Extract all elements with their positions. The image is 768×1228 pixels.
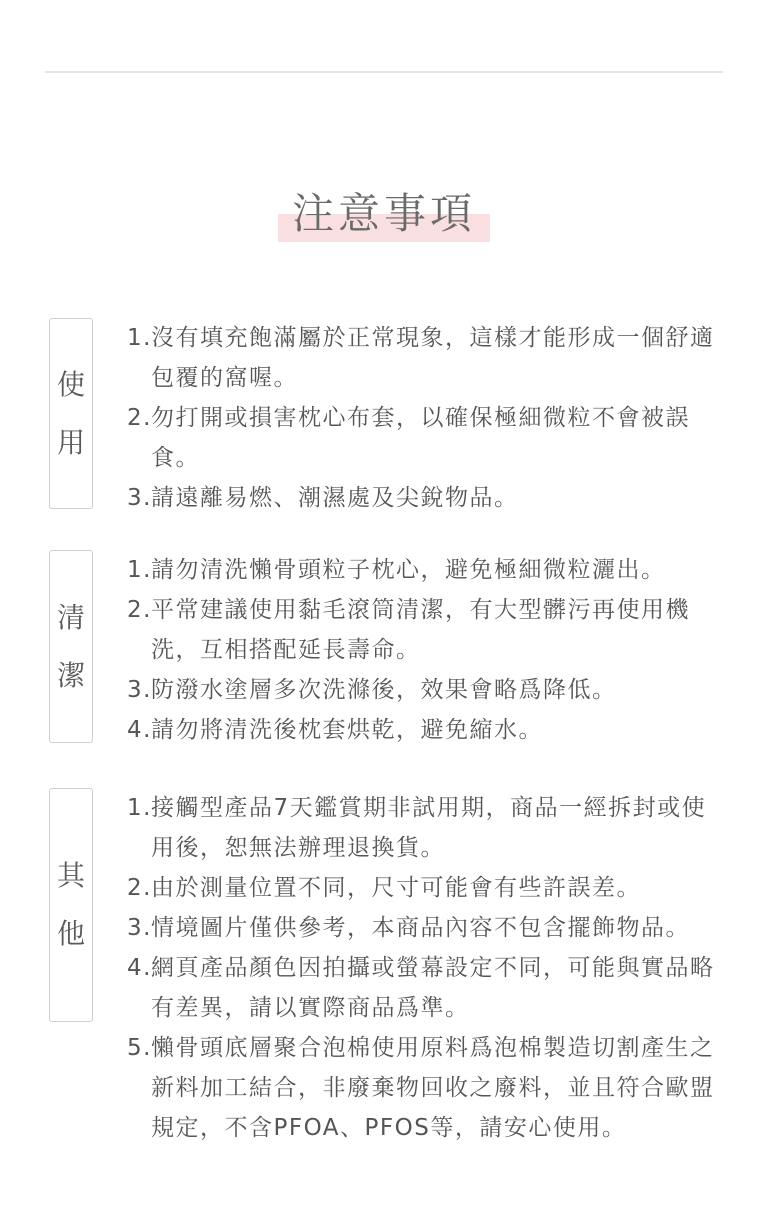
usage-list bbox=[127, 318, 727, 518]
title-wrap bbox=[0, 186, 768, 242]
item-number: 1. bbox=[127, 557, 152, 583]
list-item bbox=[127, 318, 727, 398]
top-divider bbox=[45, 71, 723, 73]
item-text: 網頁產品顏色因拍攝或螢幕設定不同，可能與實品略有差異，請以實際商品爲準。 bbox=[151, 955, 715, 1021]
item-text: 接觸型產品7天鑑賞期非試用期，商品一經拆封或使用後，恕無法辦理退換貨。 bbox=[151, 795, 707, 861]
item-text: 勿打開或損害枕心布套，以確保極細微粒不會被誤食。 bbox=[151, 405, 690, 471]
section-tag-others bbox=[49, 788, 93, 1022]
item-text: 情境圖片僅供參考，本商品內容不包含擺飾物品。 bbox=[151, 915, 690, 941]
item-number: 4. bbox=[127, 717, 152, 743]
item-number: 4. bbox=[127, 955, 152, 981]
item-text: 防潑水塗層多次洗滌後，效果會略爲降低。 bbox=[151, 677, 617, 703]
section-tag-char: 潔 bbox=[56, 658, 85, 692]
item-number: 1. bbox=[127, 325, 152, 351]
item-number: 3. bbox=[127, 485, 152, 511]
item-text: 請勿將清洗後枕套烘乾，避免縮水。 bbox=[151, 717, 543, 743]
item-text: 請遠離易燃、潮濕處及尖銳物品。 bbox=[151, 485, 519, 511]
list-item bbox=[127, 670, 727, 710]
item-number: 2. bbox=[127, 405, 152, 431]
list-item bbox=[127, 868, 727, 908]
item-text: 由於測量位置不同，尺寸可能會有些許誤差。 bbox=[151, 875, 641, 901]
list-item bbox=[127, 908, 727, 948]
item-number: 3. bbox=[127, 677, 152, 703]
item-number: 2. bbox=[127, 875, 152, 901]
list-item bbox=[127, 948, 727, 1028]
page-title-text: 注意事項 bbox=[291, 189, 476, 238]
section-tag-char: 其 bbox=[56, 859, 85, 892]
list-item bbox=[127, 398, 727, 478]
cleaning-list bbox=[127, 550, 727, 750]
section-tag-char: 清 bbox=[56, 600, 85, 634]
item-number: 5. bbox=[127, 1035, 152, 1061]
item-text: 請勿清洗懶骨頭粒子枕心，避免極細微粒灑出。 bbox=[151, 557, 666, 583]
list-item bbox=[127, 550, 727, 590]
list-item bbox=[127, 590, 727, 670]
section-tag-usage bbox=[49, 318, 93, 509]
page-title bbox=[278, 186, 490, 242]
item-number: 3. bbox=[127, 915, 152, 941]
item-text: 沒有填充飽滿屬於正常現象，這樣才能形成一個舒適包覆的窩喔。 bbox=[151, 325, 715, 391]
item-text: 平常建議使用黏毛滾筒清潔，有大型髒污再使用機洗，互相搭配延長壽命。 bbox=[151, 597, 690, 663]
item-number: 2. bbox=[127, 597, 152, 623]
item-text: 懶骨頭底層聚合泡棉使用原料爲泡棉製造切割產生之新料加工結合，非廢棄物回收之廢料，並且符合歐盟規定，不含PFOA、PFOS等，請安心使用。 bbox=[151, 1035, 715, 1141]
section-tag-char: 使 bbox=[56, 367, 85, 401]
section-tag-char: 用 bbox=[56, 425, 85, 459]
list-item bbox=[127, 1028, 727, 1148]
section-tag-cleaning bbox=[49, 550, 93, 743]
list-item bbox=[127, 710, 727, 750]
list-item bbox=[127, 788, 727, 868]
others-list bbox=[127, 788, 727, 1148]
list-item bbox=[127, 478, 727, 518]
section-tag-char: 他 bbox=[56, 917, 85, 950]
item-number: 1. bbox=[127, 795, 152, 821]
